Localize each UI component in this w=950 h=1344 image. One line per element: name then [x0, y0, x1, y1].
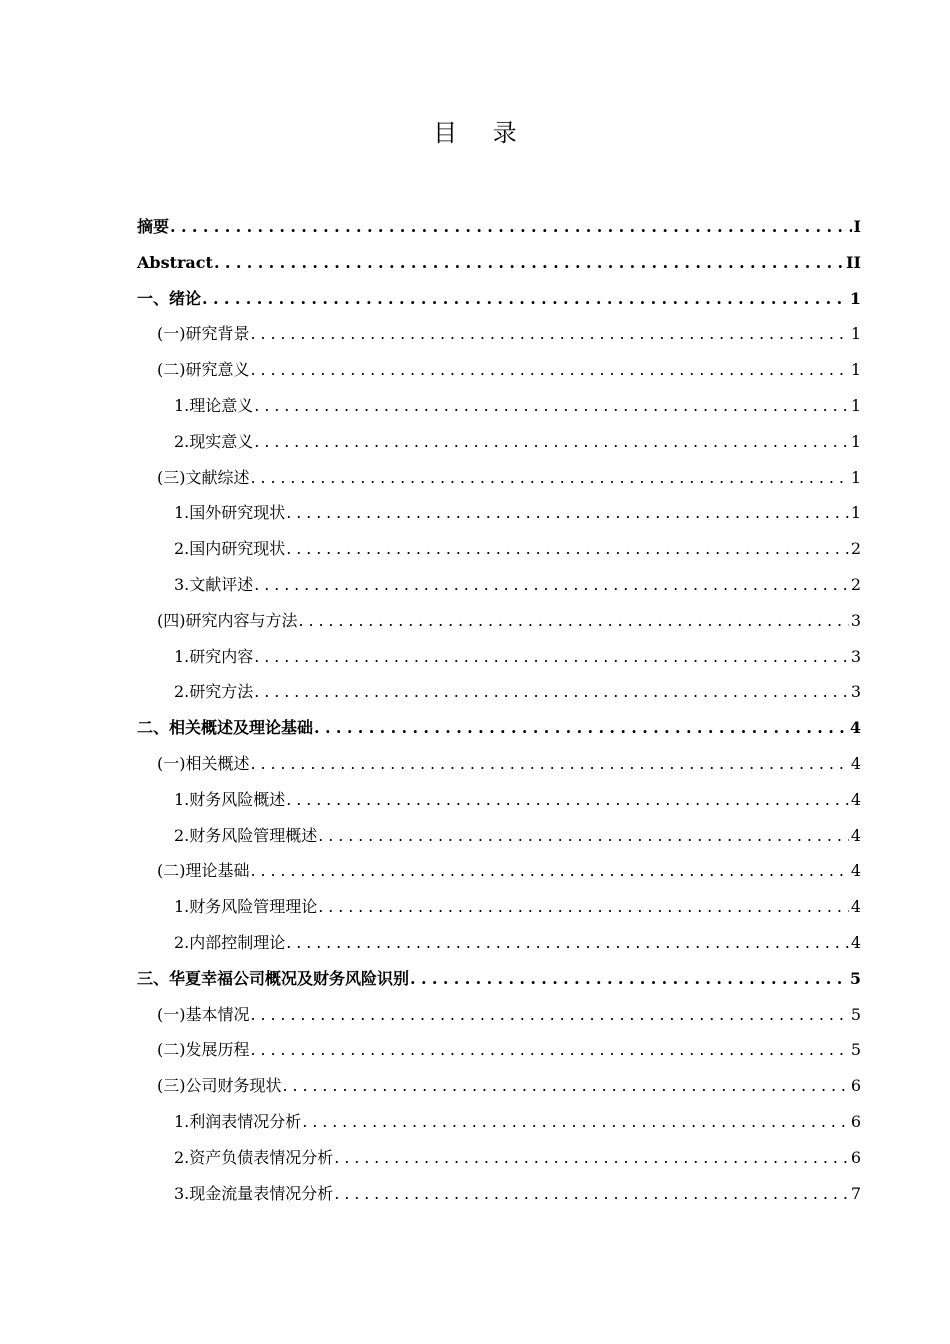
- toc-dot-leader: [302, 1104, 849, 1140]
- toc-entry-label: (二)研究意义: [157, 360, 250, 380]
- toc-entry-page-number: 1: [850, 467, 861, 487]
- toc-entry-page-number: 3: [850, 610, 861, 630]
- toc-entry-label: 1.利润表情况分析: [174, 1111, 302, 1131]
- toc-entry[interactable]: [137, 352, 861, 388]
- toc-dot-leader: [318, 889, 849, 925]
- toc-dot-leader: [251, 746, 849, 782]
- toc-dot-leader: [214, 245, 844, 281]
- toc-entry-label: 1.研究内容: [174, 646, 254, 666]
- toc-entry-page-number: 4: [850, 897, 861, 917]
- toc-entry-page-number: 5: [850, 1004, 861, 1024]
- toc-dot-leader: [251, 1032, 849, 1068]
- toc-entry-label: 一、绪论: [137, 288, 202, 308]
- toc-entry-page-number: 1: [850, 360, 861, 380]
- toc-dot-leader: [254, 639, 849, 675]
- toc-entry-page-number: 3: [850, 646, 861, 666]
- toc-entry[interactable]: [137, 925, 861, 961]
- toc-entry[interactable]: [137, 316, 861, 352]
- toc-entry-label: (四)研究内容与方法: [157, 610, 298, 630]
- toc-entry-page-number: 2: [850, 539, 861, 559]
- toc-entry[interactable]: [137, 531, 861, 567]
- toc-dot-leader: [251, 997, 849, 1033]
- toc-entry-label: 1.财务风险管理理论: [174, 897, 318, 917]
- toc-entry[interactable]: [137, 209, 861, 245]
- toc-entry-page-number: 3: [850, 682, 861, 702]
- toc-entry-page-number: I: [853, 217, 861, 236]
- toc-entry-label: (二)理论基础: [157, 861, 250, 881]
- table-of-contents: [137, 209, 861, 1211]
- toc-entry[interactable]: [137, 961, 861, 997]
- toc-entry-page-number: 5: [849, 968, 861, 988]
- toc-entry-page-number: 6: [850, 1147, 861, 1167]
- toc-dot-leader: [254, 674, 849, 710]
- toc-entry[interactable]: [137, 639, 861, 675]
- toc-entry-page-number: 1: [849, 288, 861, 308]
- toc-entry-page-number: 1: [850, 324, 861, 344]
- toc-dot-leader: [283, 1068, 849, 1104]
- toc-entry[interactable]: [137, 889, 861, 925]
- toc-entry-page-number: 4: [850, 825, 861, 845]
- toc-entry-page-number: 4: [850, 932, 861, 952]
- toc-dot-leader: [286, 531, 849, 567]
- toc-dot-leader: [334, 1140, 849, 1176]
- toc-entry[interactable]: [137, 818, 861, 854]
- toc-entry-page-number: 6: [850, 1111, 861, 1131]
- toc-entry-label: 1.财务风险概述: [174, 789, 286, 809]
- toc-entry[interactable]: [137, 782, 861, 818]
- toc-dot-leader: [334, 1176, 849, 1212]
- toc-entry-label: 2.资产负债表情况分析: [174, 1147, 334, 1167]
- toc-entry-label: (一)研究背景: [157, 324, 250, 344]
- toc-entry-label: (一)基本情况: [157, 1004, 250, 1024]
- toc-dot-leader: [299, 603, 849, 639]
- toc-dot-leader: [286, 925, 849, 961]
- toc-dot-leader: [286, 495, 849, 531]
- toc-entry[interactable]: [137, 495, 861, 531]
- toc-entry[interactable]: [137, 603, 861, 639]
- toc-dot-leader: [318, 818, 849, 854]
- toc-entry[interactable]: [137, 1032, 861, 1068]
- toc-entry[interactable]: [137, 388, 861, 424]
- toc-entry-page-number: II: [846, 252, 861, 272]
- toc-entry-label: 二、相关概述及理论基础: [137, 718, 314, 738]
- toc-dot-leader: [314, 710, 848, 746]
- toc-entry[interactable]: [137, 674, 861, 710]
- toc-dot-leader: [202, 281, 848, 317]
- toc-entry-label: (二)发展历程: [157, 1040, 250, 1060]
- toc-entry-page-number: 4: [850, 789, 861, 809]
- toc-entry-label: (三)公司财务现状: [157, 1076, 282, 1096]
- toc-entry-page-number: 5: [850, 1040, 861, 1060]
- toc-entry-label: (一)相关概述: [157, 753, 250, 773]
- toc-entry[interactable]: [137, 1176, 861, 1212]
- toc-entry-label: 2.财务风险管理概述: [174, 825, 318, 845]
- toc-dot-leader: [254, 388, 849, 424]
- toc-entry[interactable]: [137, 281, 861, 317]
- toc-entry-label: 三、华夏幸福公司概况及财务风险识别: [137, 968, 410, 988]
- toc-entry[interactable]: [137, 424, 861, 460]
- toc-dot-leader: [254, 567, 849, 603]
- toc-dot-leader: [254, 424, 849, 460]
- toc-entry-page-number: 1: [850, 395, 861, 415]
- page-title: 目 录: [433, 119, 531, 147]
- toc-entry[interactable]: [137, 1140, 861, 1176]
- toc-entry[interactable]: [137, 245, 861, 281]
- toc-entry-label: 2.国内研究现状: [174, 539, 286, 559]
- toc-dot-leader: [410, 961, 848, 997]
- toc-entry-label: 2.内部控制理论: [174, 932, 286, 952]
- toc-entry-label: 1.国外研究现状: [174, 503, 286, 523]
- toc-entry-label: 3.现金流量表情况分析: [174, 1183, 334, 1203]
- toc-entry[interactable]: [137, 460, 861, 496]
- toc-dot-leader: [286, 782, 849, 818]
- toc-entry-page-number: 4: [850, 861, 861, 881]
- toc-entry-label: Abstract: [137, 252, 213, 272]
- toc-entry[interactable]: [137, 1104, 861, 1140]
- toc-dot-leader: [251, 460, 849, 496]
- toc-entry[interactable]: [137, 567, 861, 603]
- toc-entry[interactable]: [137, 1068, 861, 1104]
- toc-entry-label: 2.研究方法: [174, 682, 254, 702]
- toc-entry-label: (三)文献综述: [157, 467, 250, 487]
- toc-entry[interactable]: [137, 710, 861, 746]
- toc-entry-page-number: 1: [850, 431, 861, 451]
- toc-dot-leader: [251, 853, 849, 889]
- toc-entry-page-number: 7: [850, 1183, 861, 1203]
- toc-entry-page-number: 6: [850, 1076, 861, 1096]
- toc-entry-label: 1.理论意义: [174, 395, 254, 415]
- toc-entry-label: 摘要: [137, 217, 170, 236]
- toc-dot-leader: [251, 352, 849, 388]
- toc-entry-label: 2.现实意义: [174, 431, 254, 451]
- toc-dot-leader: [170, 209, 852, 245]
- toc-entry-page-number: 1: [850, 503, 861, 523]
- toc-entry-label: 3.文献评述: [174, 574, 254, 594]
- toc-entry-page-number: 4: [850, 753, 861, 773]
- toc-entry-page-number: 4: [849, 718, 861, 738]
- toc-entry[interactable]: [137, 997, 861, 1033]
- toc-dot-leader: [251, 316, 849, 352]
- toc-entry[interactable]: [137, 853, 861, 889]
- toc-entry[interactable]: [137, 746, 861, 782]
- toc-entry-page-number: 2: [850, 574, 861, 594]
